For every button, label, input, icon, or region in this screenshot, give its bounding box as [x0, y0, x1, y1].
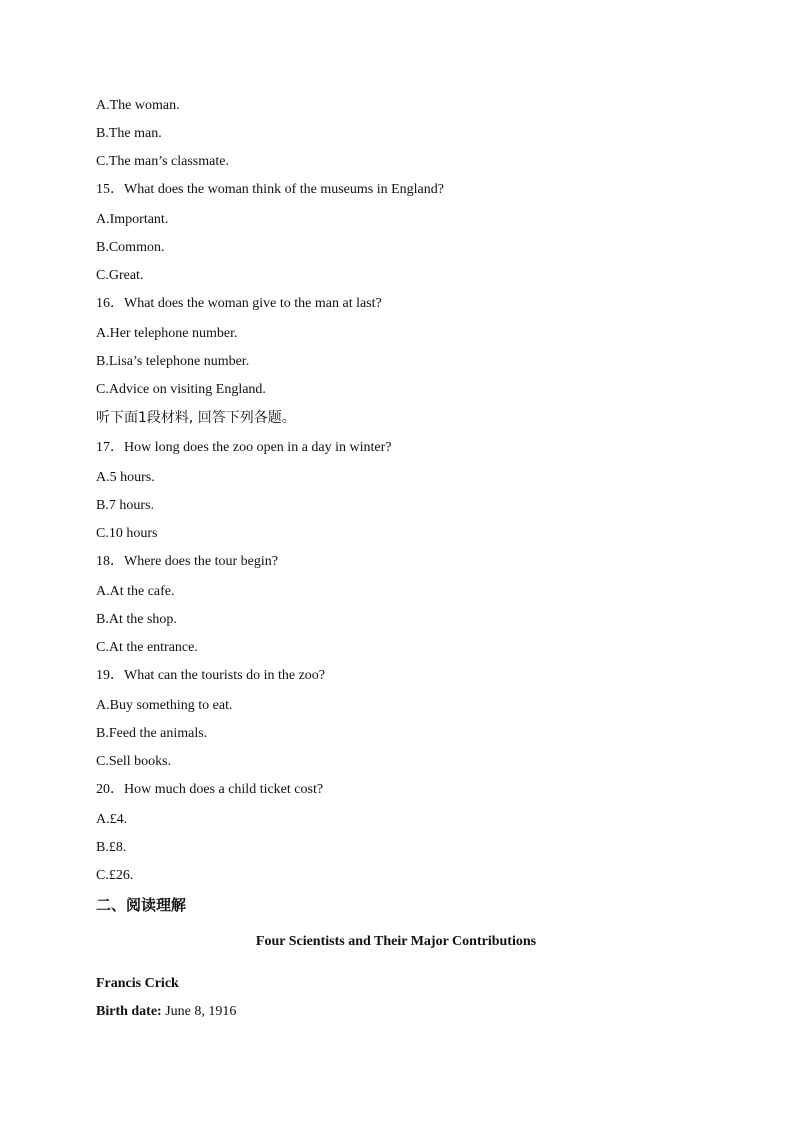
listening-instruction: 听下面1段材料, 回答下列各题。: [96, 410, 296, 426]
option-b: B.7 hours.: [96, 498, 154, 513]
option-c: C.10 hours: [96, 526, 158, 541]
option-a: A.5 hours.: [96, 470, 155, 485]
section-title: 二、阅读理解: [96, 896, 187, 914]
option-a: A.The woman.: [96, 98, 180, 113]
question-17: [96, 438, 696, 552]
q14-options: [96, 96, 696, 180]
option-b: B.Lisa’s telephone number.: [96, 354, 250, 369]
option-c: C.At the entrance.: [96, 640, 198, 655]
option-a: A.Important.: [96, 212, 169, 227]
article-title: Four Scientists and Their Major Contributions: [255, 934, 537, 949]
option-c: C.Advice on visiting England.: [96, 382, 266, 397]
question-18: [96, 552, 696, 666]
question-text: 17．How long does the zoo open in a day in winter?: [96, 440, 392, 455]
option-b: B.Common.: [96, 240, 165, 255]
option-b: B.Feed the animals.: [96, 726, 208, 741]
question-text: 15．What does the woman think of the museums in England?: [96, 182, 444, 197]
option-a: A.At the cafe.: [96, 584, 175, 599]
birth-date-value: June 8, 1916: [161, 1004, 237, 1019]
question-text: 18．Where does the tour begin?: [96, 554, 278, 569]
question-19: [96, 666, 696, 780]
option-c: C.Sell books.: [96, 754, 172, 769]
option-b: B.The man.: [96, 126, 162, 141]
scientist-name: Francis Crick: [96, 976, 179, 991]
question-20: [96, 780, 696, 894]
option-c: C.Great.: [96, 268, 144, 283]
option-c: C.£26.: [96, 868, 134, 883]
question-text: 19．What can the tourists do in the zoo?: [96, 668, 325, 683]
question-16: [96, 294, 696, 408]
option-a: A.£4.: [96, 812, 128, 827]
option-c: C.The man’s classmate.: [96, 154, 229, 169]
document-page: [96, 96, 696, 1030]
birth-date-line: [96, 1002, 696, 1030]
option-a: A.Her telephone number.: [96, 326, 238, 341]
option-a: A.Buy something to eat.: [96, 698, 233, 713]
birth-date-label: Birth date:: [96, 1004, 162, 1019]
question-15: [96, 180, 696, 294]
question-text: 16．What does the woman give to the man at last?: [96, 296, 382, 311]
question-text: 20．How much does a child ticket cost?: [96, 782, 324, 797]
option-b: B.£8.: [96, 840, 127, 855]
option-b: B.At the shop.: [96, 612, 177, 627]
